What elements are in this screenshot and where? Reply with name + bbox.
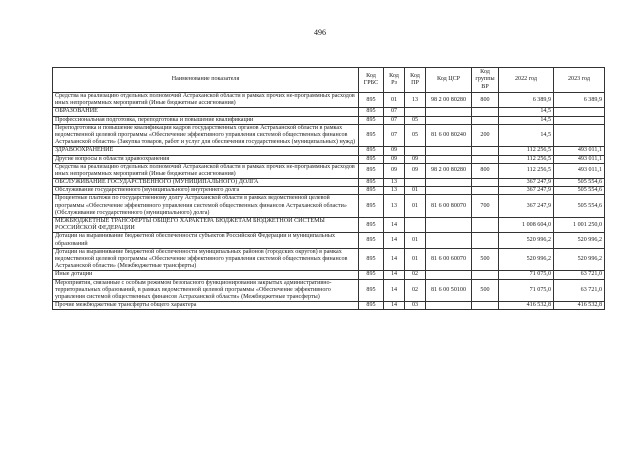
grbs-code-cell: 895 [359,279,384,302]
table-row [53,302,605,310]
pr-code-cell: 13 [405,93,426,108]
pr-code-cell: 03 [405,302,426,310]
pr-code-cell: 02 [405,271,426,279]
grbs-code-cell: 895 [359,124,384,147]
row-name-cell: Средства на реализацию отдельных полномочий Астраханской области в рамках прочих не-программных расходов иных непрограммных мероприятий (Иные бюджетные ассигнования) [53,163,359,178]
amount-2022-cell: 520 996,2 [499,248,554,271]
rz-code-cell: 09 [384,155,405,163]
csr-code-cell [426,233,472,248]
row-name-cell: Средства на реализацию отдельных полномочий Астраханской области в рамках прочих не-программных расходов иных непрограммных мероприятий (Иные бюджетные ассигнования) [53,93,359,108]
amount-2023-cell: 505 554,6 [554,187,605,195]
header-row [53,68,605,93]
csr-code-cell: 81 6 00 80070 [426,195,472,218]
csr-code-cell [426,271,472,279]
csr-code-cell: 98 2 00 80280 [426,93,472,108]
pr-code-cell: 02 [405,279,426,302]
vr-code-cell [472,108,499,116]
table-row [53,108,605,116]
row-name-cell: Дотации на выравнивание бюджетной обеспеченности субъектов Российской Федерации и муниципальных образований [53,233,359,248]
vr-code-cell [472,302,499,310]
amount-2022-cell: 520 996,2 [499,233,554,248]
pr-code-cell [405,218,426,233]
pr-code-cell [405,147,426,155]
header-cell: Наименование показателя [53,68,359,93]
rz-code-cell: 13 [384,187,405,195]
table-row [53,233,605,248]
rz-code-cell: 14 [384,302,405,310]
amount-2022-cell: 112 256,5 [499,147,554,155]
rz-code-cell: 07 [384,124,405,147]
csr-code-cell: 81 6 00 60070 [426,248,472,271]
table-row [53,93,605,108]
table-row [53,218,605,233]
pr-code-cell: 01 [405,248,426,271]
amount-2023-cell: 493 011,1 [554,163,605,178]
grbs-code-cell: 895 [359,93,384,108]
header-cell: Код Рз [384,68,405,93]
table-row [53,248,605,271]
amount-2022-cell: 6 389,9 [499,93,554,108]
table-row [53,116,605,124]
vr-code-cell: 800 [472,93,499,108]
csr-code-cell [426,302,472,310]
amount-2023-cell: 505 554,6 [554,179,605,187]
vr-code-cell [472,218,499,233]
amount-2022-cell: 112 256,5 [499,155,554,163]
amount-2022-cell: 14,5 [499,116,554,124]
amount-2022-cell: 71 075,0 [499,279,554,302]
vr-code-cell [472,187,499,195]
amount-2022-cell: 112 256,5 [499,163,554,178]
rz-code-cell: 09 [384,147,405,155]
amount-2023-cell: 520 996,2 [554,248,605,271]
pr-code-cell: 01 [405,187,426,195]
table-row [53,279,605,302]
amount-2023-cell: 63 721,0 [554,279,605,302]
csr-code-cell: 98 2 00 80280 [426,163,472,178]
rz-code-cell: 14 [384,248,405,271]
amount-2023-cell: 1 001 250,0 [554,218,605,233]
rz-code-cell: 14 [384,218,405,233]
vr-code-cell [472,147,499,155]
row-name-cell: Иные дотации [53,271,359,279]
row-name-cell: Переподготовка и повышение квалификации кадров государственных органов Астраханской области в рамках ведомственной целевой программы «Обеспечение эффективного управления системой общественных финансов Астраханской области» (Закупка товаров, работ и услуг для обеспечения государственных (муниципальных) нужд) [53,124,359,147]
row-name-cell: Профессиональная подготовка, переподготовка и повышение квалификации [53,116,359,124]
vr-code-cell: 800 [472,163,499,178]
row-name-cell: Мероприятия, связанные с особым режимом безопасного функционирования закрытых административно-территориальных образований, в рамках ведомственной целевой программы «Обеспечение эффективного управления системой общественных финансов Астраханской области» (Межбюджетные трансферты) [53,279,359,302]
pr-code-cell [405,108,426,116]
row-name-cell: ЗДРАВООХРАНЕНИЕ [53,147,359,155]
grbs-code-cell: 895 [359,233,384,248]
amount-2023-cell: 416 532,8 [554,302,605,310]
grbs-code-cell: 895 [359,116,384,124]
csr-code-cell [426,179,472,187]
table-row [53,155,605,163]
rz-code-cell: 14 [384,233,405,248]
row-name-cell: Прочие межбюджетные трансферты общего характера [53,302,359,310]
amount-2023-cell: 493 011,1 [554,147,605,155]
grbs-code-cell: 895 [359,218,384,233]
csr-code-cell [426,116,472,124]
amount-2022-cell: 367 247,9 [499,179,554,187]
grbs-code-cell: 895 [359,163,384,178]
rz-code-cell: 14 [384,271,405,279]
csr-code-cell [426,218,472,233]
csr-code-cell [426,187,472,195]
grbs-code-cell: 895 [359,179,384,187]
amount-2022-cell: 367 247,9 [499,187,554,195]
grbs-code-cell: 895 [359,271,384,279]
amount-2023-cell: 520 996,2 [554,233,605,248]
rz-code-cell: 13 [384,179,405,187]
pr-code-cell: 01 [405,233,426,248]
row-name-cell: Обслуживание государственного (муниципального) внутреннего долга [53,187,359,195]
row-name-cell: Процентные платежи по государственному долгу Астраханской области в рамках ведомственной целевой программы «Обеспечение эффективного управления системой общественных финансов Астраханской области» (Обслуживание государственного (муниципального) долга) [53,195,359,218]
amount-2023-cell: 493 011,1 [554,155,605,163]
amount-2022-cell: 367 247,9 [499,195,554,218]
table-row [53,147,605,155]
row-name-cell: Дотации на выравнивание бюджетной обеспеченности муниципальных районов (городских округов) в рамках ведомственной целевой программы «Обеспечение эффективного управления системой общественных финансов Астраханской области» (Межбюджетные трансферты) [53,248,359,271]
grbs-code-cell: 895 [359,302,384,310]
row-name-cell: Другие вопросы в области здравоохранения [53,155,359,163]
amount-2022-cell: 1 008 604,0 [499,218,554,233]
csr-code-cell: 81 6 00 50100 [426,279,472,302]
rz-code-cell: 13 [384,195,405,218]
table-row [53,124,605,147]
vr-code-cell [472,155,499,163]
pr-code-cell: 05 [405,124,426,147]
amount-2023-cell: 63 721,0 [554,271,605,279]
amount-2023-cell [554,124,605,147]
vr-code-cell [472,233,499,248]
vr-code-cell: 200 [472,124,499,147]
grbs-code-cell: 895 [359,195,384,218]
amount-2022-cell: 416 532,8 [499,302,554,310]
csr-code-cell [426,147,472,155]
header-cell: Код ПР [405,68,426,93]
rz-code-cell: 01 [384,93,405,108]
vr-code-cell [472,179,499,187]
rz-code-cell: 09 [384,163,405,178]
grbs-code-cell: 895 [359,248,384,271]
grbs-code-cell: 895 [359,187,384,195]
csr-code-cell: 81 6 00 80240 [426,124,472,147]
table-row [53,163,605,178]
header-cell: 2023 год [554,68,605,93]
amount-2023-cell [554,116,605,124]
table-row [53,179,605,187]
vr-code-cell: 500 [472,279,499,302]
pr-code-cell [405,179,426,187]
row-name-cell: ОБРАЗОВАНИЕ [53,108,359,116]
budget-table [52,67,605,310]
csr-code-cell [426,108,472,116]
header-cell: Код группы ВР [472,68,499,93]
csr-code-cell [426,155,472,163]
vr-code-cell: 500 [472,248,499,271]
grbs-code-cell: 895 [359,147,384,155]
amount-2022-cell: 14,5 [499,124,554,147]
table-row [53,187,605,195]
vr-code-cell: 700 [472,195,499,218]
vr-code-cell [472,116,499,124]
header-cell: 2022 год [499,68,554,93]
grbs-code-cell: 895 [359,155,384,163]
rz-code-cell: 07 [384,108,405,116]
table-row [53,195,605,218]
amount-2022-cell: 14,5 [499,108,554,116]
pr-code-cell: 09 [405,155,426,163]
amount-2023-cell [554,108,605,116]
amount-2023-cell: 505 554,6 [554,195,605,218]
table-row [53,271,605,279]
grbs-code-cell: 895 [359,108,384,116]
pr-code-cell: 01 [405,195,426,218]
page-number: 496 [314,28,326,37]
header-cell: Код ЦСР [426,68,472,93]
header-cell: Код ГРБС [359,68,384,93]
amount-2023-cell: 6 389,9 [554,93,605,108]
amount-2022-cell: 71 075,0 [499,271,554,279]
rz-code-cell: 14 [384,279,405,302]
rz-code-cell: 07 [384,116,405,124]
pr-code-cell: 09 [405,163,426,178]
vr-code-cell [472,271,499,279]
row-name-cell: МЕЖБЮДЖЕТНЫЕ ТРАНСФЕРТЫ ОБЩЕГО ХАРАКТЕРА БЮДЖЕТАМ БЮДЖЕТНОЙ СИСТЕМЫ РОССИЙСКОЙ ФЕДЕРАЦИИ [53,218,359,233]
row-name-cell: ОБСЛУЖИВАНИЕ ГОСУДАРСТВЕННОГО (МУНИЦИПАЛЬНОГО) ДОЛГА [53,179,359,187]
pr-code-cell: 05 [405,116,426,124]
